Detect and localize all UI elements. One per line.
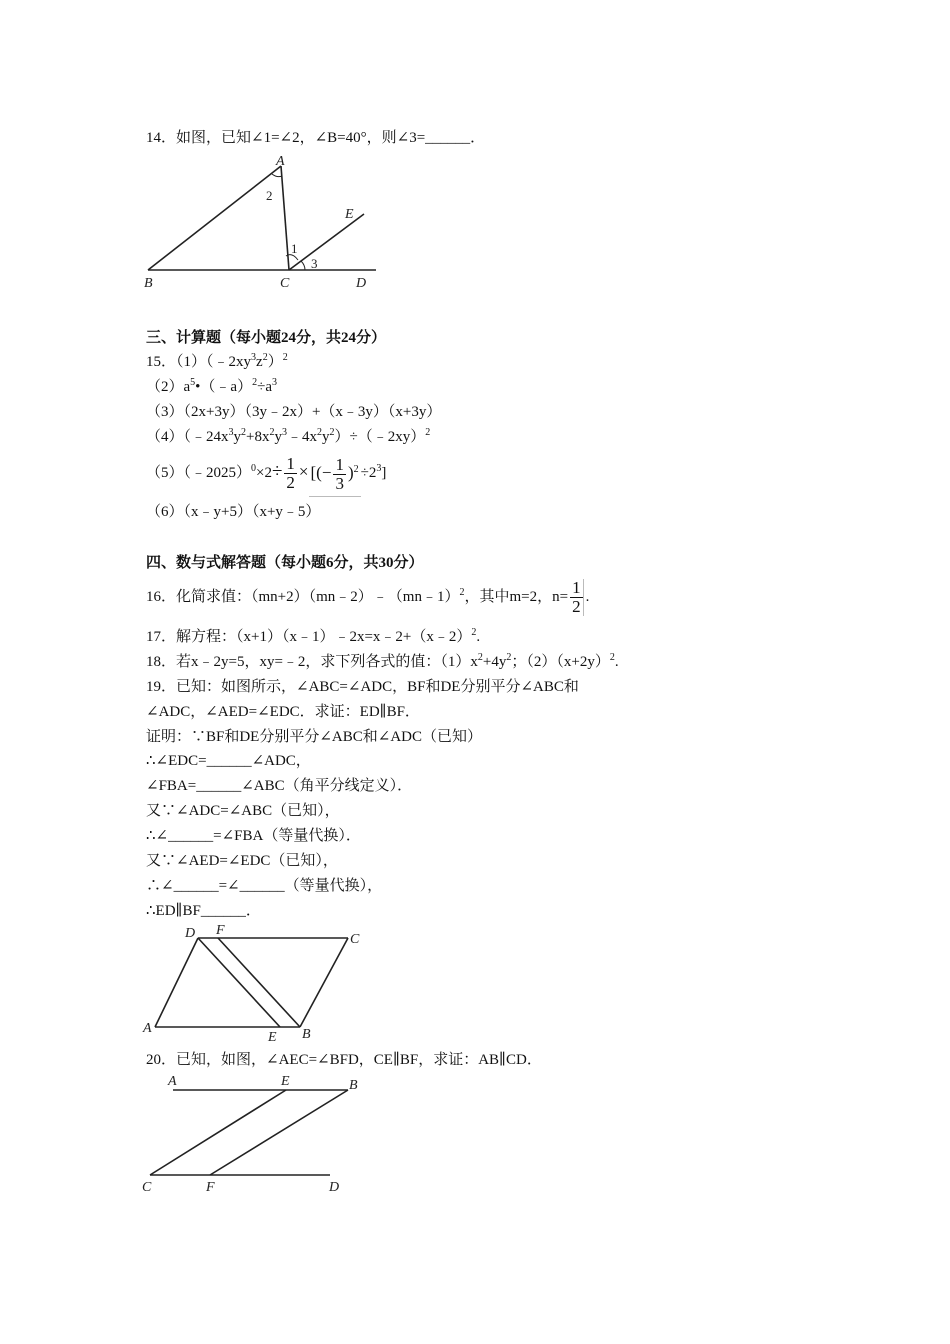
segment-ad [155,938,198,1027]
q14-angle-3: 3 [311,256,318,271]
q14-figure [140,156,385,296]
q19-label-c: C [350,932,360,947]
q14-angle-2: 2 [266,188,273,203]
segment-ce [150,1090,286,1175]
q20-label-a: A [168,1074,177,1089]
segment-fb [210,1090,348,1175]
q19-line-2: ∠ADC，∠AED=∠EDC．求证：ED∥BF． [146,704,420,720]
q15-1: 15．$(1)(﹣2xy^3z^2)^2$ [146,352,288,370]
angle-arc-2 [272,174,282,177]
q14-label-a: A [276,156,285,169]
q14-label-b: B [144,276,153,291]
q15-5: （5）（﹣2025）$^0$×2÷ $\frac{1}{2}$ × [(− $\frac{1}{3}$ )$^2 \div 2^3$] [146,450,386,497]
q19-line-6: 又∵∠ADC=∠ABC（已知）， [146,803,340,819]
q19-line-8: 又∵∠AED=∠EDC（已知）， [146,853,338,869]
q19-line-9: ∴∠______=∠______（等量代换）， [146,878,383,894]
angle-arc-3 [301,261,305,270]
q14-label-c: C [280,276,290,291]
fraction-one-half: $\frac{1}{2}$ [286,454,295,493]
q19-label-b: B [302,1027,311,1042]
q19-label-e: E [268,1030,277,1045]
q19-line-10: ∴ED∥BF______． [146,903,261,919]
q19-line-4: ∴∠EDC=______∠ADC， [146,753,311,769]
q20-figure [138,1070,368,1195]
q14-angle-1: 1 [291,241,298,256]
q20-label-d: D [329,1180,340,1195]
q20: 20．已知，如图，∠AEC=∠BFD，CE∥BF，求证：AB∥CD． [146,1052,542,1068]
q14-text: 14．如图，已知∠1=∠2，∠B=40°，则∠3=______． [146,130,486,146]
q20-label-e: E [281,1074,290,1089]
q15-4: $(4)(﹣24x^3y^2+8x^2y^3﹣4x^2y^2)\div(﹣2xy)^2$ [146,427,431,445]
ray-ce [289,214,364,270]
q20-label-c: C [142,1180,152,1195]
q16: 16．化简求值：（mn+2）（mn﹣2）﹣（mn﹣1）$^2$，其中m=2，n= $\frac{1}{2}$ . [146,578,590,617]
segment-fb [218,938,300,1027]
q15-3: （3）（2x+3y）（3y﹣2x）+（x﹣3y）（x+3y） [146,404,442,420]
q19-line-7: ∴∠______=∠FBA（等量代换）． [146,828,361,844]
bracket-group: [(− $\frac{1}{3}$ )$^2$ [309,451,361,497]
segment-ab [148,166,281,270]
fraction-one-third: $\frac{1}{3}$ [335,454,344,493]
q19-line-5: ∠FBA=______∠ABC（角平分线定义）． [146,778,413,794]
q15-2: $(2)a^5•(﹣a)^2\div a^3$ [146,377,277,395]
section3-heading: 三、计算题（每小题24分，共24分） [146,330,387,346]
q19-label-a: A [143,1021,152,1036]
segment-bc [300,938,348,1027]
q14-label-d: D [356,276,367,291]
q19-line-3: 证明：∵BF和DE分别平分∠ABC和∠ADC（已知） [146,729,482,745]
q17: 17．解方程：（x+1）（x﹣1）﹣2x=x﹣2+（x﹣2）$^2$. [146,627,481,645]
q19-figure [140,920,370,1045]
q19-line-1: 19．已知：如图所示，∠ABC=∠ADC，BF和DE分别平分∠ABC和 [146,679,579,695]
segment-de [198,938,280,1027]
q15-6: （6）（x﹣y+5）（x+y﹣5） [146,504,321,520]
q18: 18．若x﹣2y=5，xy=﹣2，求下列各式的值：$(1)x^2+4y^2$；$(2)(x+2y)^2$. [146,652,619,670]
fraction-n-value: $\frac{1}{2}$ [570,579,584,616]
q20-label-b: B [349,1078,358,1093]
q19-label-f: F [216,923,225,938]
q20-label-f: F [206,1180,215,1195]
q14-label-e: E [345,207,354,222]
section4-heading: 四、数与式解答题（每小题6分，共30分） [146,555,424,571]
segment-ac [281,166,289,270]
q19-label-d: D [185,926,196,941]
